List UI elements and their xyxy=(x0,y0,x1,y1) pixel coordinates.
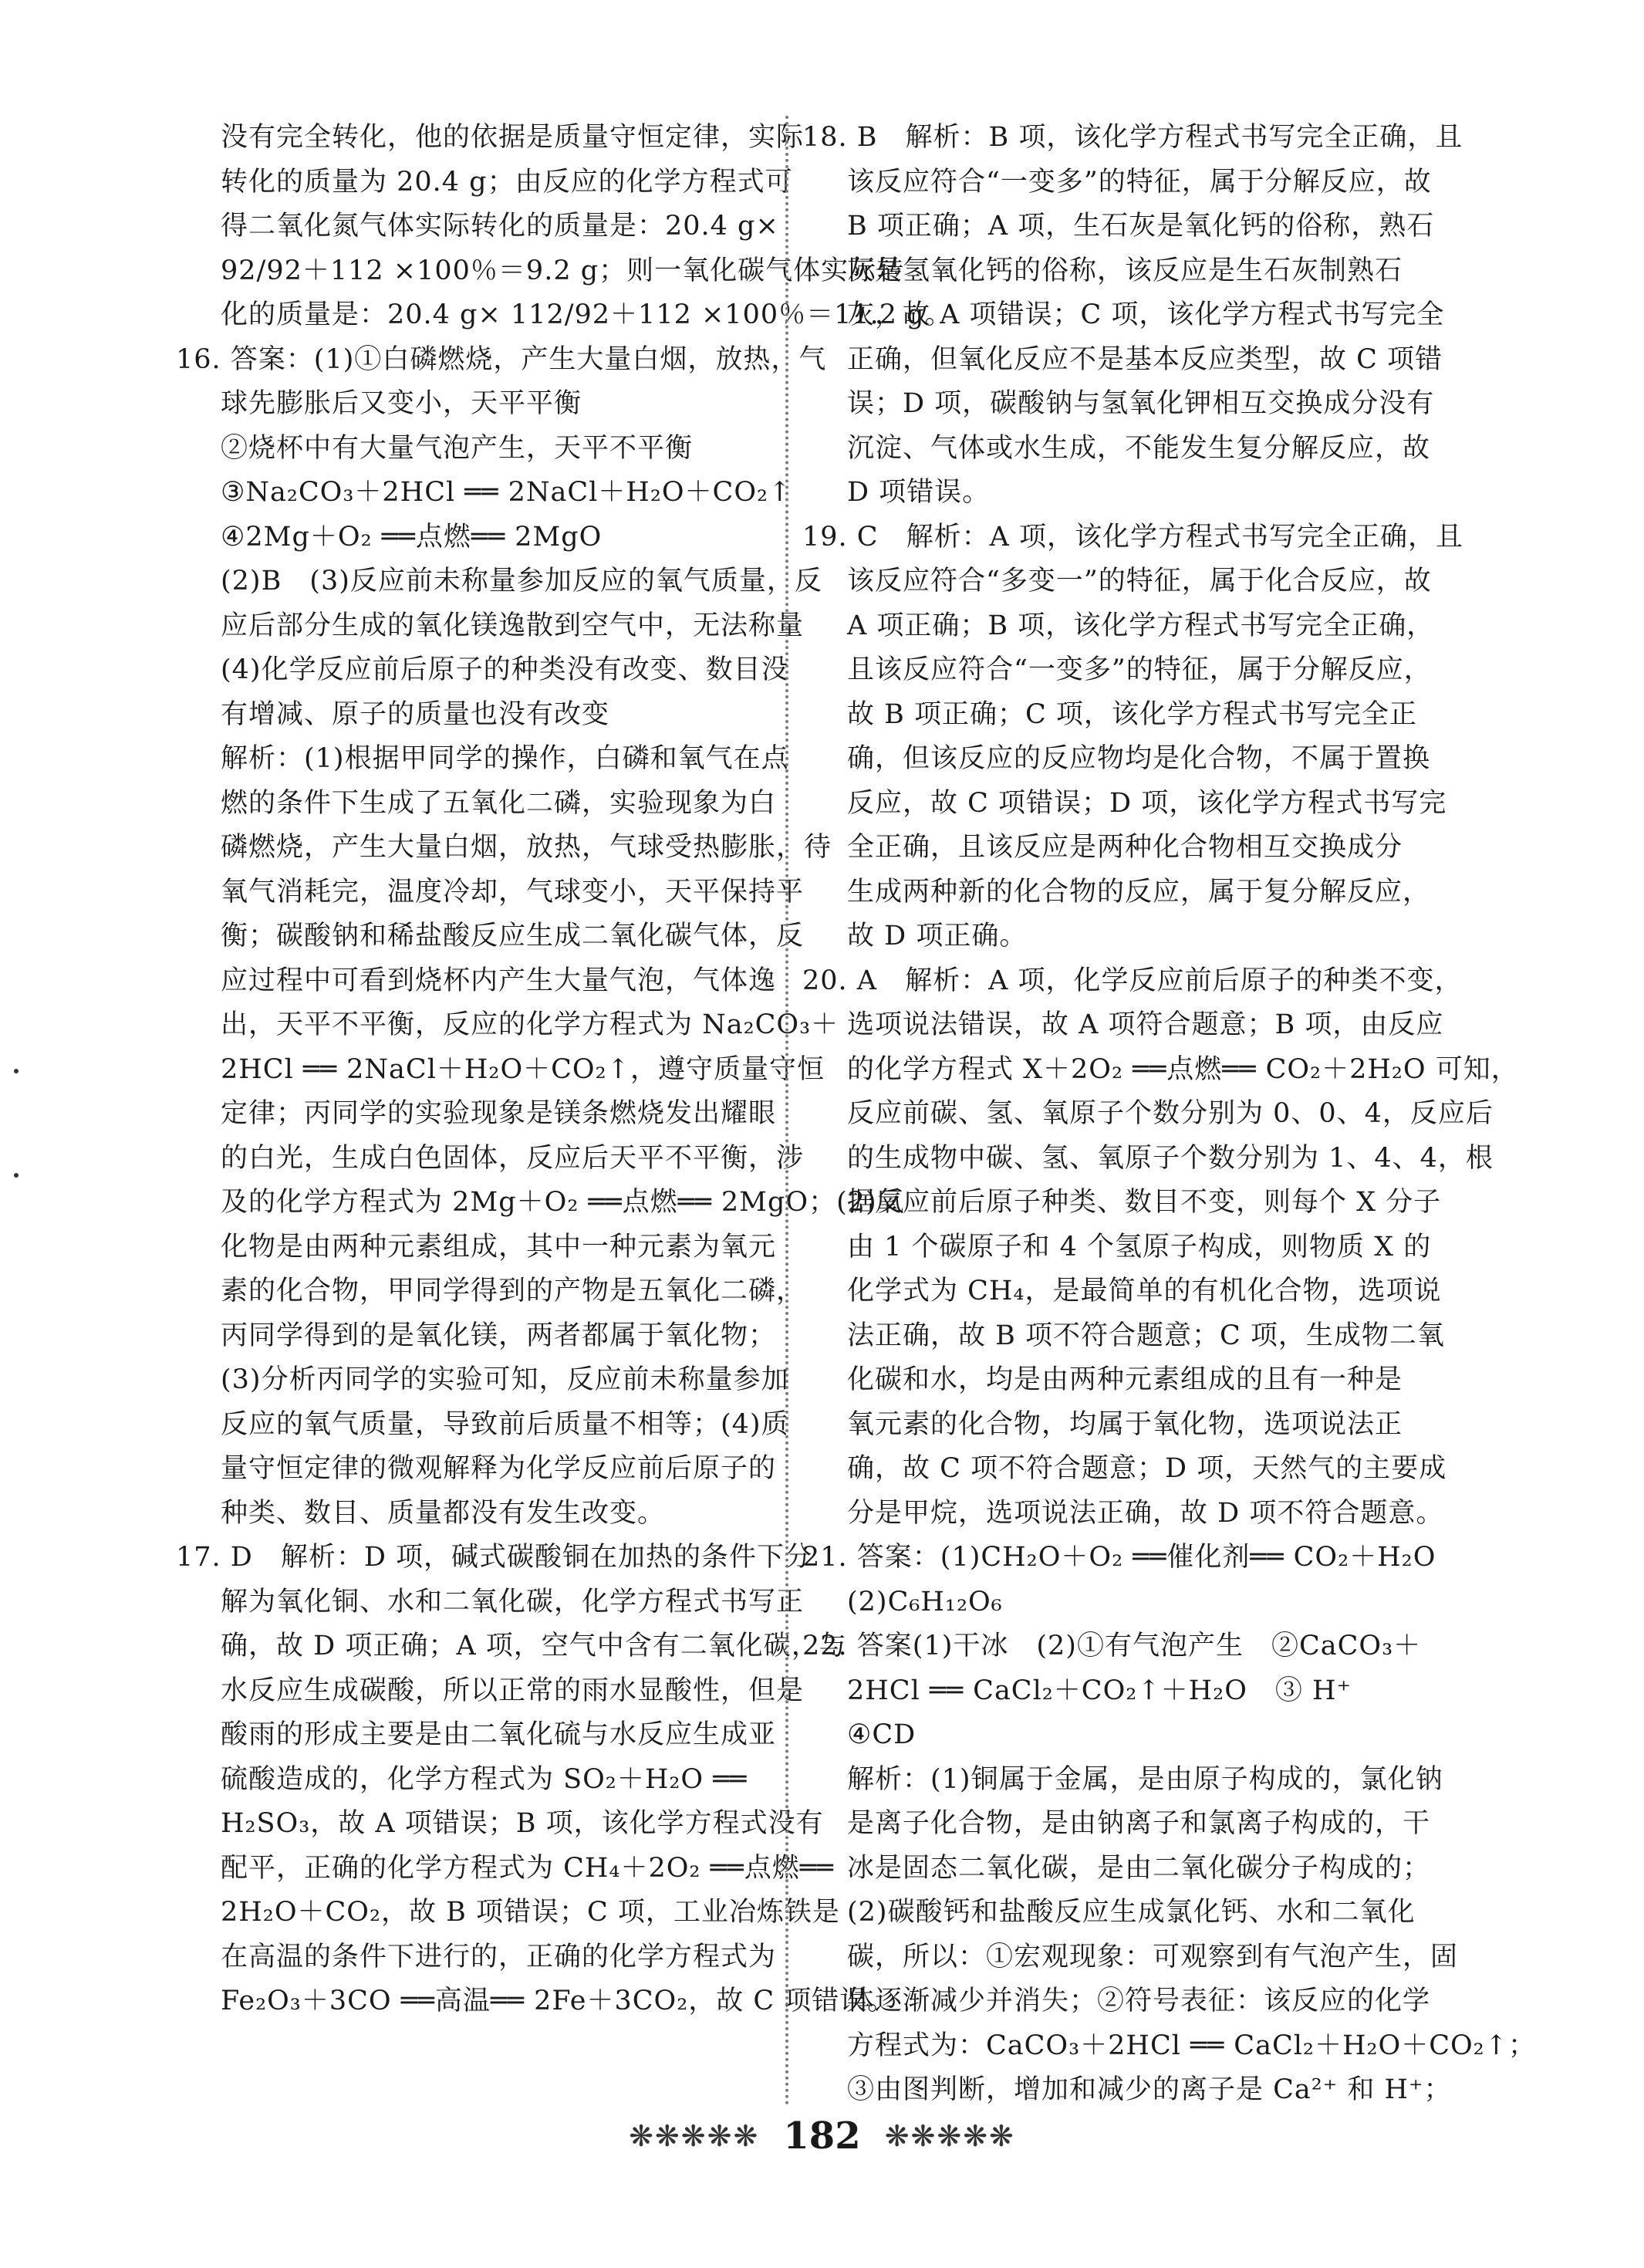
left-text-line: H₂SO₃，故 A 项错误；B 项，该化学方程式没有 xyxy=(221,1808,824,1839)
right-text-line: 22. 答案(1)干冰 (2)①有气泡产生 ②CaCO₃＋ xyxy=(802,1631,1422,1661)
right-text-line: 解析：(1)铜属于金属，是由原子构成的，氯化钠 xyxy=(847,1763,1443,1795)
left-text-line: 氧气消耗完，温度冷却，气球变小，天平保持平 xyxy=(221,876,805,908)
left-text-line: ③Na₂CO₃＋2HCl ══ 2NaCl＋H₂O＋CO₂↑ xyxy=(221,477,792,508)
right-text-line: 该反应符合“一变多”的特征，属于分解反应，故 xyxy=(847,166,1432,198)
left-text-line: 应后部分生成的氧化镁逸散到空气中，无法称量 xyxy=(221,610,805,641)
page-number: 182 xyxy=(783,2114,861,2158)
left-text-line: 应过程中可看到烧杯内产生大量气泡，气体逸 xyxy=(221,965,777,996)
left-text-line: 燃的条件下生成了五氧化二磷，实验现象为白 xyxy=(221,787,777,819)
right-text-line: 确，但该反应的反应物均是化合物，不属于置换 xyxy=(847,743,1431,774)
left-text-line: 球先膨胀后又变小，天平平衡 xyxy=(221,388,582,419)
right-text-line: 是离子化合物，是由钠离子和氯离子构成的，干 xyxy=(847,1808,1431,1839)
right-text-line: ③由图判断，增加和减少的离子是 Ca²⁺ 和 H⁺； xyxy=(847,2074,1452,2105)
left-text-line: 化的质量是：20.4 g× 112/92＋112 ×100％＝11.2 g。 xyxy=(221,299,953,330)
left-text-line: 丙同学得到的是氧化镁，两者都属于氧化物； xyxy=(221,1320,777,1351)
left-text-line: 92/92＋112 ×100％＝9.2 g；则一氧化碳气体实际转 xyxy=(221,255,905,286)
right-text-line: 灰，故 A 项错误；C 项，该化学方程式书写完全 xyxy=(847,299,1445,330)
left-text-line: 16. 答案：(1)①白磷燃烧，产生大量白烟，放热，气 xyxy=(176,343,827,375)
right-text-line: (2)C₆H₁₂O₆ xyxy=(847,1586,1003,1617)
left-text-line: 17. D 解析：D 项，碱式碳酸铜在加热的条件下分 xyxy=(176,1542,813,1573)
footer-ornament-left: ❋❋❋❋❋ xyxy=(629,2119,760,2153)
right-text-line: 误；D 项，碳酸钠与氢氧化钾相互交换成分没有 xyxy=(847,388,1435,419)
right-text-line: 生成两种新的化合物的反应，属于复分解反应， xyxy=(847,876,1431,908)
column-divider xyxy=(785,116,788,2107)
scan-speck xyxy=(14,1069,19,1073)
left-text-line: 化物是由两种元素组成，其中一种元素为氧元 xyxy=(221,1231,777,1262)
left-text-line: 没有完全转化，他的依据是质量守恒定律，实际 xyxy=(221,122,805,153)
right-text-line: 正确，但氧化反应不是基本反应类型，故 C 项错 xyxy=(847,343,1443,375)
right-text-line: 由 1 个碳原子和 4 个氢原子构成，则物质 X 的 xyxy=(847,1231,1432,1262)
left-text-line: (3)分析丙同学的实验可知，反应前未称量参加 xyxy=(221,1364,789,1395)
right-text-line: 法正确，故 B 项不符合题意；C 项，生成物二氧 xyxy=(847,1320,1445,1351)
left-text-line: 定律；丙同学的实验现象是镁条燃烧发出耀眼 xyxy=(221,1098,777,1129)
right-text-line: 碳，所以：①宏观现象：可观察到有气泡产生，固 xyxy=(847,1941,1459,1972)
right-text-line: 化碳和水，均是由两种元素组成的且有一种是 xyxy=(847,1364,1403,1395)
left-text-line: 素的化合物，甲同学得到的产物是五氧化二磷， xyxy=(221,1276,805,1306)
right-text-line: ④CD xyxy=(847,1719,917,1750)
left-text-line: 水反应生成碳酸，所以正常的雨水显酸性，但是 xyxy=(221,1675,805,1706)
right-text-line: 氧元素的化合物，均属于氧化物，选项说法正 xyxy=(847,1408,1403,1440)
page-footer xyxy=(0,2114,1644,2161)
left-text-line: 解为氧化铜、水和二氧化碳，化学方程式书写正 xyxy=(221,1586,805,1617)
right-text-line: 故 B 项正确；C 项，该化学方程式书写完全正 xyxy=(847,698,1417,730)
left-text-line: 磷燃烧，产生大量白烟，放热，气球受热膨胀，待 xyxy=(221,832,832,863)
right-text-line: A 项正确；B 项，该化学方程式书写完全正确， xyxy=(847,610,1435,641)
right-text-line: 且该反应符合“一变多”的特征，属于分解反应， xyxy=(847,654,1432,685)
left-text-line: 转化的质量为 20.4 g；由反应的化学方程式可 xyxy=(221,166,793,198)
right-text-line: 化学式为 CH₄，是最简单的有机化合物，选项说 xyxy=(847,1276,1442,1306)
right-text-line: 沉淀、气体或水生成，不能发生复分解反应，故 xyxy=(847,432,1431,464)
left-text-line: 出，天平不平衡，反应的化学方程式为 Na₂CO₃＋ xyxy=(221,1009,839,1040)
right-text-line: 2HCl ══ CaCl₂＋CO₂↑＋H₂O ③ H⁺ xyxy=(847,1675,1352,1706)
right-text-line: 据反应前后原子种类、数目不变，则每个 X 分子 xyxy=(847,1187,1442,1218)
left-text-line: 解析：(1)根据甲同学的操作，白磷和氧气在点 xyxy=(221,743,789,774)
left-text-line: 酸雨的形成主要是由二氧化硫与水反应生成亚 xyxy=(221,1719,777,1750)
right-text-line: 选项说法错误，故 A 项符合题意；B 项，由反应 xyxy=(847,1009,1444,1040)
footer-ornament-right: ❋❋❋❋❋ xyxy=(884,2119,1015,2153)
right-text-line: 的化学方程式 X＋2O₂ ══点燃══ CO₂＋2H₂O 可知， xyxy=(847,1053,1519,1085)
left-text-line: 配平，正确的化学方程式为 CH₄＋2O₂ ══点燃══ xyxy=(221,1852,834,1884)
right-text-line: 18. B 解析：B 项，该化学方程式书写完全正确，且 xyxy=(802,122,1463,153)
right-text-line: 反应前碳、氢、氧原子个数分别为 0、0、4，反应后 xyxy=(847,1098,1494,1129)
left-text-line: 反应的氧气质量，导致前后质量不相等；(4)质 xyxy=(221,1408,789,1440)
right-text-line: 该反应符合“多变一”的特征，属于化合反应，故 xyxy=(847,566,1432,597)
right-text-line: 分是甲烷，选项说法正确，故 D 项不符合题意。 xyxy=(847,1497,1444,1529)
left-text-line: 硫酸造成的，化学方程式为 SO₂＋H₂O ══ xyxy=(221,1763,748,1795)
left-text-line: 确，故 D 项正确；A 项，空气中含有二氧化碳，与 xyxy=(221,1631,847,1661)
left-text-line: 2HCl ══ 2NaCl＋H₂O＋CO₂↑，遵守质量守恒 xyxy=(221,1053,825,1085)
left-text-line: Fe₂O₃＋3CO ══高温══ 2Fe＋3CO₂，故 C 项错误。 xyxy=(221,1986,896,2016)
left-text-line: 衡；碳酸钠和稀盐酸反应生成二氧化碳气体，反 xyxy=(221,921,805,951)
right-text-line: 冰是固态二氧化碳，是由二氧化碳分子构成的； xyxy=(847,1852,1431,1884)
right-column xyxy=(802,116,1537,2113)
right-text-line: 体逐渐减少并消失；②符号表征：该反应的化学 xyxy=(847,1986,1431,2016)
left-text-line: 2H₂O＋CO₂，故 B 项错误；C 项，工业冶炼铁是 xyxy=(221,1897,840,1928)
left-text-line: 在高温的条件下进行的，正确的化学方程式为 xyxy=(221,1941,777,1972)
right-text-line: 反应，故 C 项错误；D 项，该化学方程式书写完 xyxy=(847,787,1447,819)
left-text-line: 种类、数目、质量都没有发生改变。 xyxy=(221,1497,666,1529)
right-text-line: 19. C 解析：A 项，该化学方程式书写完全正确，且 xyxy=(802,521,1463,553)
right-text-line: 故 D 项正确。 xyxy=(847,921,1028,951)
right-text-line: 的生成物中碳、氢、氧原子个数分别为 1、4、4，根 xyxy=(847,1142,1494,1174)
left-text-line: 得二氧化氮气体实际转化的质量是：20.4 g× xyxy=(221,211,779,242)
scan-speck xyxy=(14,1173,19,1178)
left-text-line: (2)B (3)反应前未称量参加反应的氧气质量，反 xyxy=(221,566,822,597)
left-text-line: 量守恒定律的微观解释为化学反应前后原子的 xyxy=(221,1453,777,1484)
left-text-line: 及的化学方程式为 2Mg＋O₂ ══点燃══ 2MgO；(2)氧 xyxy=(221,1187,905,1218)
left-text-line: ④2Mg＋O₂ ══点燃══ 2MgO xyxy=(221,521,603,553)
left-text-line: 有增减、原子的质量也没有改变 xyxy=(221,698,610,730)
left-text-line: (4)化学反应前后原子的种类没有改变、数目没 xyxy=(221,654,789,685)
left-text-line: ②烧杯中有大量气泡产生，天平不平衡 xyxy=(221,432,694,464)
right-text-line: D 项错误。 xyxy=(847,477,991,508)
right-text-line: 灰是氢氧化钙的俗称，该反应是生石灰制熟石 xyxy=(847,255,1403,286)
right-text-line: 方程式为：CaCO₃＋2HCl ══ CaCl₂＋H₂O＋CO₂↑； xyxy=(847,2030,1537,2061)
right-text-line: 全正确，且该反应是两种化合物相互交换成分 xyxy=(847,832,1403,863)
right-text-line: 20. A 解析：A 项，化学反应前后原子的种类不变， xyxy=(802,965,1463,996)
right-text-line: B 项正确；A 项，生石灰是氧化钙的俗称，熟石 xyxy=(847,211,1435,242)
right-text-line: 确，故 C 项不符合题意；D 项，天然气的主要成 xyxy=(847,1453,1447,1484)
left-text-line: 的白光，生成白色固体，反应后天平不平衡，涉 xyxy=(221,1142,805,1174)
right-text-line: 21. 答案：(1)CH₂O＋O₂ ══催化剂══ CO₂＋H₂O xyxy=(802,1542,1436,1573)
right-text-line: (2)碳酸钙和盐酸反应生成氯化钙、水和二氧化 xyxy=(847,1897,1416,1928)
